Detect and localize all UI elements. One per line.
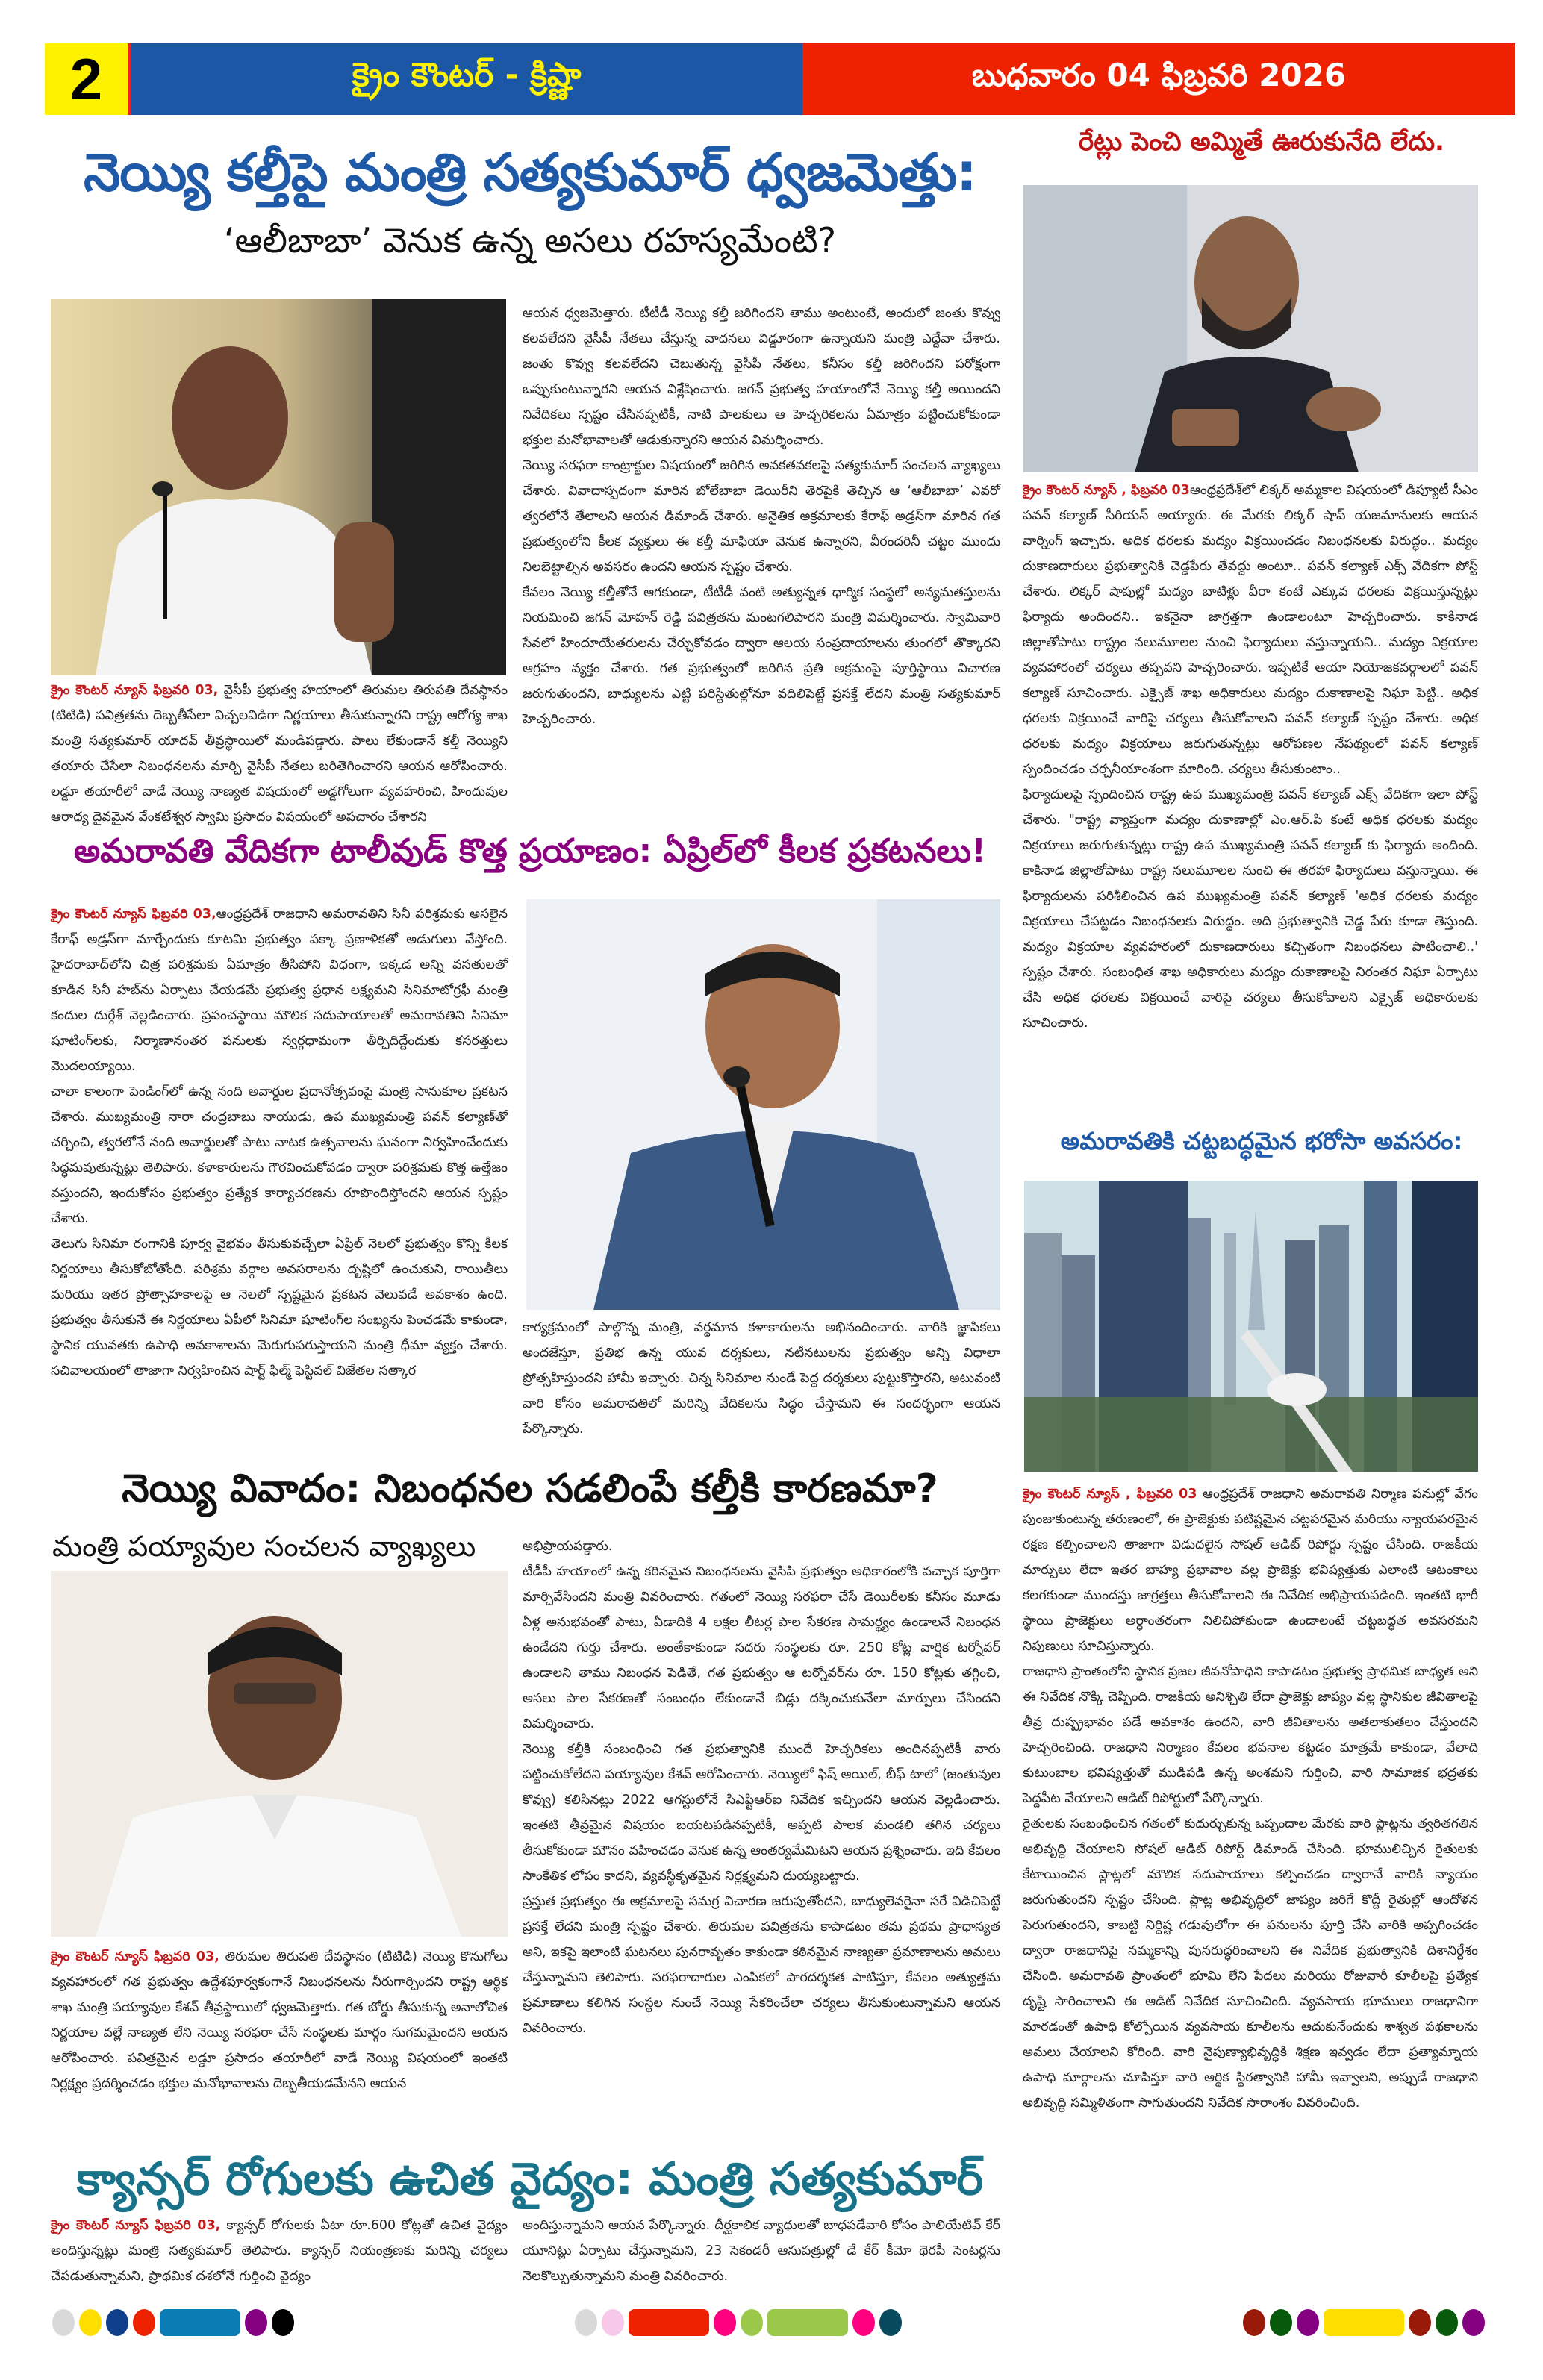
decorative-dot — [52, 2309, 75, 2336]
story2-headline: అమరావతి వేదికగా టాలీవుడ్ కొత్త ప్రయాణం: ఏప్రిల్‌లో కీలక ప్రకటనలు! — [73, 832, 986, 870]
story2-col1 — [51, 902, 508, 1384]
story2-para-1: ఆంధ్రప్రదేశ్ రాజధాని అమరావతిని సినీ పరిశ్రమకు అసలైన కేరాఫ్ అడ్రస్‌గా మార్చేందుకు కూటమి ప్రభుత్వం పక్కా ప్రణాళికతో అడుగులు వేస్తోంది. హైదరాబాద్‌లోని చిత్ర పరిశ్రమకు ఏమాత్రం తీసిపోని విధంగా, ఇక్కడ అన్ని వసతులతో కూడిన సినీ హబ్‌ను ఏర్పాటు చేయడమే ప్రభుత్వ ప్రధాన లక్ష్యమని సినిమాటోగ్రఫీ మంత్రి కందుల దుర్గేశ్ వెల్లడించారు. ప్రపంచస్థాయి మౌలిక సదుపాయాలతో అమరావతిని సినిమా షూటింగ్‌లకు, నిర్మాణానంతర పనులకు స్వర్గధామంగా తీర్చిదిద్దేందుకు కసరత్తులు మొదలయ్యాయి. — [51, 907, 508, 1074]
story3-photo — [51, 1571, 508, 1937]
side2-para-2: రాజధాని ప్రాంతంలోని స్థానిక ప్రజల జీవనోపాధిని కాపాడటం ప్రభుత్వ ప్రాథమిక బాధ్యత అని ఈ నివేదిక నొక్కి చెప్పింది. రాజకీయ అనిశ్చితి లేదా ప్రాజెక్టు జాప్యం వల్ల స్థానికుల జీవితాలపై తీవ్ర దుష్ప్రభావం పడే అవకాశం ఉందని, వారి జీవితాలను అతలాకుతలం చేస్తుందని హెచ్చరించింది. రాజధాని నిర్మాణం కేవలం భవనాల కట్టడం మాత్రమే కాకుండా, వేలాది కుటుంబాల భవిష్యత్తుతో ముడిపడి ఉన్న అంశమని గుర్తించి, వారి సామాజిక భద్రతకు పెద్దపీట వేయాలని ఆడిట్ రిపోర్టులో పేర్కొన్నారు. — [1023, 1664, 1478, 1806]
dateline: క్రైం కౌంటర్ న్యూస్ ఫిబ్రవరి 03, — [51, 2218, 221, 2233]
decorative-dot — [575, 2309, 597, 2336]
story2-para-4: కార్యక్రమంలో పాల్గొన్న మంత్రి, వర్ధమాన కళాకారులను అభినందించారు. వారికి జ్ఞాపికలు అందజేస్తూ, ప్రతిభ ఉన్న యువ దర్శకులు, నటీనటులను ప్రభుత్వం అన్ని విధాలా ప్రోత్సహిస్తుందని హామీ ఇచ్చారు. చిన్న సినిమాల నుండే పెద్ద దర్శకులు పుట్టుకొస్తారని, అటువంటి వారి కోసం అమరావతిలో మరిన్ని వేదికలను సిద్ధం చేస్తామని ఈ సందర్భంగా ఆయన పేర్కొన్నారు. — [523, 1320, 1000, 1437]
story4-col2 — [523, 2213, 1000, 2289]
story2-para-3: తెలుగు సినిమా రంగానికి పూర్వ వైభవం తీసుకువచ్చేలా ఏప్రిల్ నెలలో ప్రభుత్వం కొన్ని కీలక నిర్ణయాలు తీసుకోబోతోంది. పరిశ్రమ వర్గాల అవసరాలను దృష్టిలో ఉంచుకుని, రాయితీలు మరియు ఇతర ప్రోత్సాహకాలపై ఆ నెలలో స్పష్టమైన ప్రకటన వెలువడే అవకాశం ఉంది. ప్రభుత్వం తీసుకునే ఈ నిర్ణయాలు ఏపీలో సినిమా షూటింగ్‌ల సంఖ్యను పెంచడమే కాకుండా, స్థానిక యువతకు ఉపాధి అవకాశాలను మెరుగుపరుస్తాయని మంత్రి ధీమా వ్యక్తం చేశారు. సచివాలయంలో తాజాగా నిర్వహించిన షార్ట్ ఫిల్మ్ ఫెస్టివల్ విజేతల సత్కార — [51, 1237, 508, 1378]
dateline: క్రైం కౌంటర్ న్యూస్ ఫిబ్రవరి 03, — [51, 1949, 219, 1964]
story3-para-5: ప్రస్తుత ప్రభుత్వం ఈ అక్రమాలపై సమగ్ర విచారణ జరుపుతోందని, బాధ్యులెవరైనా సరే విడిచిపెట్టే ప్రసక్తే లేదని మంత్రి స్పష్టం చేశారు. తిరుమల పవిత్రతను కాపాడటం తమ ప్రథమ ప్రాధాన్యత అని, ఇకపై ఇలాంటి ఘటనలు పునరావృతం కాకుండా కఠినమైన నాణ్యతా ప్రమాణాలను అమలు చేస్తున్నామని తెలిపారు. సరఫరాదారుల ఎంపికలో పారదర్శకత పాటిస్తూ, కేవలం అత్యుత్తమ ప్రమాణాలు కలిగిన సంస్థల నుంచే నెయ్యి సేకరించేలా చర్యలు తీసుకుంటున్నామని ఆయన వివరించారు. — [523, 1894, 1000, 2036]
decorative-dot — [1462, 2309, 1485, 2336]
amaravati-city-image — [1024, 1181, 1478, 1472]
side1-para-1: ఆంధ్రప్రదేశ్‌లో లిక్కర్ అమ్మకాల విషయంలో డిప్యూటీ సీఎం పవన్ కల్యాణ్ సీరియస్ అయ్యారు. ఈ మేరకు లిక్కర్ షాప్ యజమానులకు ఆయన వార్నింగ్ ఇచ్చారు. అధిక ధరలకు మద్యం విక్రయించడం నిబంధనలకు విరుద్ధం.. మద్యం దుకాణదారులు ప్రభుత్వానికి చెడ్డపేరు తేవద్దు అంటూ.. పవన్ కల్యాణ్ ఎక్స్ వేదికగా పోస్ట్ చేశారు. లిక్కర్ షాపుల్లో మద్యం బాటిళ్లు వీరా కంటే ఎక్కువ ధరలకు విక్రయిస్తున్నట్లు ఫిర్యాదు అందిందని.. ఇకనైనా జాగ్రత్తగా ఉండాలంటూ హెచ్చరించారు. కాకినాడ జిల్లాతోపాటు రాష్ట్రం నలుమూలల నుంచి ఫిర్యాదులు వస్తున్నాయని.. మద్యం విక్రయాల వ్యవహారంలో చర్యలు తప్పవని హెచ్చరించారు. ఇప్పటికే ఆయా నియోజకవర్గాలలో పవన్ కల్యాణ్ సూచించారు. ఎక్సైజ్ శాఖ అధికారులు మద్యం దుకాణాలపై నిఘా పెట్టి.. అధిక ధరలకు విక్రయించే వారిపై చర్యలు తీసుకోవాలని పవన్ కల్యాణ్ స్పష్టం చేశారు. అధిక ధరలకు మద్యం విక్రయాలు జరుగుతున్నట్లు ఆరోపణల నేపథ్యంలో పవన్ కల్యాణ్ స్పందించడం చర్చనీయాంశంగా మారింది. చర్యలు తీసుకుంటాం.. — [1023, 483, 1478, 777]
decorative-dot — [1243, 2309, 1265, 2336]
story1-col1 — [51, 678, 508, 830]
side2-para-3: రైతులకు సంబంధించిన గతంలో కుదుర్చుకున్న ఒప్పందాల మేరకు వారి ప్లాట్లను త్వరితగతిన అభివృద్ధి చేయాలని సోషల్ ఆడిట్ రిపోర్ట్ డిమాండ్ చేసింది. భూములిచ్చిన రైతులకు కేటాయించిన ప్లాట్లలో మౌలిక సదుపాయాలు కల్పించడం ద్వారానే వారికి న్యాయం జరుగుతుందని స్పష్టం చేసింది. ప్లాట్ల అభివృద్ధిలో జాప్యం జరిగే కొద్దీ రైతుల్లో ఆందోళన పెరుగుతుందని, కాబట్టి నిర్దిష్ట గడువులోగా ఈ పనులను పూర్తి చేసి వారికి అప్పగించడం ద్వారా రాజధానిపై నమ్మకాన్ని పునరుద్ధరించాలని ఈ నివేదిక ప్రభుత్వానికి దిశానిర్దేశం చేసింది. అమరావతి ప్రాంతంలో భూమి లేని పేదలు మరియు రోజువారీ కూలీలపై ప్రత్యేక దృష్టి సారించాలని ఈ ఆడిట్ నివేదిక సూచించింది. వ్యవసాయ భూములు రాజధానిగా మారడంతో ఉపాధి కోల్పోయిన వ్యవసాయ కూలీలను ఆదుకునేందుకు శాశ్వత పథకాలను అమలు చేయాలని కోరింది. వారి నైపుణ్యాభివృద్ధికి శిక్షణ ఇవ్వడం లేదా ప్రత్యామ్నాయ ఉపాధి మార్గాలను చూపిస్తూ వారి ఆర్థిక స్థిరత్వానికి హామీ ఇవ్వాలని, అప్పుడే రాజధాని అభివృద్ధి సమ్మిళితంగా సాగుతుందని నివేదిక సారాంశం వివరించింది. — [1023, 1817, 1478, 2111]
story3-kicker: మంత్రి పయ్యావుల సంచలన వ్యాఖ్యలు — [52, 1530, 476, 1563]
story3-para-3: టీడీపీ హయాంలో ఉన్న కఠినమైన నిబంధనలను వైసిపి ప్రభుత్వం అధికారంలోకి వచ్చాక పూర్తిగా మార్చివేసిందని మంత్రి వివరించారు. గతంలో నెయ్యి సరఫరా చేసే డెయిరీలకు కనీసం మూడు ఏళ్ల అనుభవంతో పాటు, ఏడాదికి 4 లక్షల లీటర్ల పాల సేకరణ సామర్థ్యం ఉండాలనే నిబంధన ఉండేదని గుర్తు చేశారు. అంతేకాకుండా సదరు సంస్థలకు రూ. 250 కోట్ల వార్షిక టర్నోవర్ ఉండాలని తాము నిబంధన పెడితే, గత ప్రభుత్వం ఆ టర్నోవర్‌ను రూ. 150 కోట్లకు తగ్గించి, అసలు పాల సేకరణతో సంబంధం లేకుండానే బిడ్లు దక్కించుకునేలా మార్పులు చేసిందని విమర్శించారు. — [523, 1564, 1000, 1731]
side2-para-1: ఆంధ్రప్రదేశ్ రాజధాని అమరావతి నిర్మాణ పనుల్లో వేగం పుంజుకుంటున్న తరుణంలో, ఈ ప్రాజెక్టుకు పటిష్టమైన చట్టపరమైన మరియు న్యాయపరమైన రక్షణ కల్పించాలని తాజాగా విడుదలైన సోషల్ ఆడిట్ రిపోర్టు స్పష్టం చేసింది. రాజకీయ మార్పులు లేదా ఇతర బాహ్య ప్రభావాల వల్ల ప్రాజెక్టు భవిష్యత్తుకు ఎలాంటి ఆటంకాలు కలగకుండా ముందస్తు జాగ్రత్తలు తీసుకోవాలని ఈ నివేదిక అభిప్రాయపడింది. ఇంతటి భారీ స్థాయి ప్రాజెక్టులు అర్ధాంతరంగా నిలిచిపోకుండా ఉండాలంటే చట్టబద్ధత అవసరమని నిపుణులు సూచిస్తున్నారు. — [1023, 1487, 1478, 1654]
decorative-pill — [767, 2309, 848, 2336]
decorative-dot — [602, 2309, 624, 2336]
side1-headline: రేట్లు పెంచి అమ్మితే ఊరుకునేది లేదు. — [1079, 127, 1444, 157]
side1-body — [1023, 478, 1478, 1036]
story4-headline: క్యాన్సర్ రోగులకు ఉచిత వైద్యం: మంత్రి సత్యకుమార్ — [76, 2153, 984, 2205]
decorative-dot — [106, 2309, 128, 2336]
story4-para-1: క్యాన్సర్ రోగులకు ఏటా రూ.600 కోట్లతో ఉచిత వైద్యం అందిస్తున్నట్లు మంత్రి సత్యకుమార్ తెలిపారు. క్యాన్సర్ నియంత్రణకు మరిన్ని చర్యలు చేపడుతున్నామని, ప్రాథమిక దశలోనే గుర్తించి వైద్యం — [51, 2218, 508, 2284]
footer-dots-left — [52, 2308, 294, 2337]
decorative-dot — [79, 2309, 102, 2336]
side1-photo — [1023, 185, 1478, 472]
story3-headline: నెయ్యి వివాదం: నిబంధనల సడలింపే కల్తీకి కారణమా? — [122, 1467, 938, 1511]
story3-para-4: నెయ్యి కల్తీకి సంబంధించి గత ప్రభుత్వానికి ముందే హెచ్చరికలు అందినప్పటికీ వారు పట్టించుకోలేదని పయ్యావుల కేశవ్ ఆరోపించారు. నెయ్యిలో ఫిష్ ఆయిల్, బీఫ్ టాలో (జంతువుల కొవ్వు) కలిసినట్లు 2022 ఆగస్టులోనే సిఎఫ్టిఆర్ఐ నివేదిక ఇచ్చిందని ఆయన వెల్లడించారు. ఇంతటి తీవ్రమైన విషయం బయటపడినప్పటికీ, అప్పటి పాలక మండలి తగిన చర్యలు తీసుకోకుండా మౌనం వహించడం వెనుక ఉన్న ఆంతర్యమేమిటని ఆయన ప్రశ్నించారు. ఇది కేవలం సాంకేతిక లోపం కాదని, వ్యవస్థీకృతమైన నిర్లక్ష్యమని దుయ్యబట్టారు. — [523, 1742, 1000, 1884]
side2-photo — [1024, 1181, 1478, 1472]
dateline: క్రైం కౌంటర్ న్యూస్ ఫిబ్రవరి 03, — [51, 907, 216, 922]
story1-headline: నెయ్యి కల్తీపై మంత్రి సత్యకుమార్ ధ్వజమెత్తు: — [84, 142, 976, 203]
decorative-dot — [1409, 2309, 1431, 2336]
section-title: క్రైం కౌంటర్ - క్రిష్ణా — [131, 43, 802, 115]
dateline: క్రైం కౌంటర్ న్యూస్ , ఫిబ్రవరి 03 — [1023, 1487, 1197, 1502]
story2-photo — [526, 899, 1000, 1310]
decorative-dot — [879, 2309, 902, 2336]
story1-subheadline: ‘ఆలీబాబా’ వెనుక ఉన్న అసలు రహస్యమేంటి? — [223, 220, 837, 260]
story3-para-1: తిరుమల తిరుపతి దేవస్థానం (టిటిడి) నెయ్యి కొనుగోలు వ్యవహారంలో గత ప్రభుత్వం ఉద్దేశపూర్వకంగానే నిబంధనలను నీరుగార్చిందని రాష్ట్ర ఆర్థిక శాఖ మంత్రి పయ్యావుల కేశవ్ తీవ్రస్థాయిలో ధ్వజమెత్తారు. గత బోర్డు తీసుకున్న అనాలోచిత నిర్ణయాల వల్లే నాణ్యత లేని నెయ్యి సరఫరా చేసే సంస్థలకు మార్గం సుగమమైందని ఆయన ఆరోపించారు. పవిత్రమైన లడ్డూ ప్రసాదం తయారీలో వాడే నెయ్యి విషయంలో ఇంతటి నిర్లక్ష్యం ప్రదర్శించడం భక్తుల మనోభావాలను దెబ్బతీయడమేనని ఆయన — [51, 1949, 508, 2091]
decorative-dot — [1297, 2309, 1319, 2336]
story1-para-2: నెయ్యి సరఫరా కాంట్రాక్టుల విషయంలో జరిగిన అవకతవకలపై సత్యకుమార్ సంచలన వ్యాఖ్యలు చేశారు. వివాదాస్పదంగా మారిన బోలేబాబా డెయిరీని తెరపైకి తెచ్చిన ఆ ‘ఆలీబాబా’ ఎవరో త్వరలోనే తేలాలని ఆయన డిమాండ్ చేశారు. అనైతిక అక్రమాలకు కేరాఫ్ అడ్రస్‌గా మారిన గత ప్రభుత్వంలోని కీలక వ్యక్తులు ఈ కల్తీ మాఫియా వెనుక ఉన్నారని, వీరందరినీ చట్టం ముందు నిలబెట్టాల్సిన అవసరం ఉందని ఆయన స్పష్టం చేశారు. — [523, 458, 1000, 575]
minister-photo — [51, 299, 506, 675]
story1-photo — [51, 299, 506, 675]
story3-para-2: అభిప్రాయపడ్డారు. — [523, 1539, 613, 1554]
story2-para-2: చాలా కాలంగా పెండింగ్‌లో ఉన్న నంది అవార్డుల ప్రదానోత్సవంపై మంత్రి సానుకూల ప్రకటన చేశారు. ముఖ్యమంత్రి నారా చంద్రబాబు నాయుడు, ఉప ముఖ్యమంత్రి పవన్ కల్యాణ్‌తో చర్చించి, త్వరలోనే నంది అవార్డులతో పాటు నాటక ఉత్సవాలను ఘనంగా నిర్వహించేందుకు సిద్ధమవుతున్నట్లు తెలిపారు. కళాకారులను గౌరవించుకోవడం ద్వారా పరిశ్రమకు కొత్త ఉత్తేజం వస్తుందని, ఇందుకోసం ప్రభుత్వం ప్రత్యేక కార్యాచరణను రూపొందిస్తోందని ఆయన స్పష్టం చేశారు. — [51, 1084, 508, 1226]
decorative-dot — [714, 2309, 736, 2336]
side2-headline: అమరావతికి చట్టబద్ధమైన భరోసా అవసరం: — [1060, 1127, 1463, 1155]
story1-body-1: వైసీపీ ప్రభుత్వ హయాంలో తిరుమల తిరుపతి దేవస్థానం (టిటిడి) పవిత్రతను దెబ్బతీసేలా విచ్చలవిడిగా నిర్ణయాలు తీసుకున్నారని రాష్ట్ర ఆరోగ్య శాఖ మంత్రి సత్యకుమార్ యాదవ్ తీవ్రస్థాయిలో మండిపడ్డారు. పాలు లేకుండానే కల్తీ నెయ్యిని తయారు చేసేలా నిబంధనలను మార్చి వైసీపీ నేతలు బరితెగించారని ఆయన ఆరోపించారు. లడ్డూ తయారీలో వాడే నెయ్యి నాణ్యత విషయంలో అడ్డగోలుగా వ్యవహరించి, హిందువుల ఆరాధ్య దైవమైన వేంకటేశ్వర స్వామి ప్రసాదం విషయంలో అపచారం చేశారని — [51, 683, 508, 825]
story4-col1 — [51, 2213, 508, 2289]
dateline: క్రైం కౌంటర్ న్యూస్ ఫిబ్రవరి 03, — [51, 683, 219, 698]
decorative-dot — [133, 2309, 155, 2336]
footer-dots-right — [1243, 2308, 1485, 2337]
issue-date: బుధవారం 04 ఫిబ్రవరి 2026 — [802, 43, 1515, 115]
decorative-dot — [741, 2309, 763, 2336]
decorative-dot — [852, 2309, 875, 2336]
story1-col2 — [523, 301, 1000, 732]
pawan-kalyan-photo — [1023, 185, 1478, 472]
story1-para-3: కేవలం నెయ్యి కల్తీతోనే ఆగకుండా, టీటీడీ వంటి అత్యున్నత ధార్మిక సంస్థలో అన్యమతస్తులను నియమించి జగన్ మోహన్ రెడ్డి పవిత్రతను మంటగలిపారని మంత్రి విమర్శించారు. స్వామివారి సేవలో హిందూయేతరులను చేర్చుకోవడం ద్వారా ఆలయ సంప్రదాయాలను తుంగలో తొక్కారని ఆగ్రహం వ్యక్తం చేశారు. గత ప్రభుత్వంలో జరిగిన ప్రతి అక్రమంపై పూర్తిస్థాయి విచారణ జరుగుతుందని, బాధ్యులను ఎట్టి పరిస్థితుల్లోనూ వదిలిపెట్టే ప్రసక్తే లేదని మంత్రి సత్యకుమార్ హెచ్చరించారు. — [523, 585, 1000, 727]
dateline: క్రైం కౌంటర్ న్యూస్ , ఫిబ్రవరి 03 — [1023, 483, 1190, 498]
decorative-dot — [272, 2309, 294, 2336]
decorative-dot — [1436, 2309, 1458, 2336]
decorative-dot — [1270, 2309, 1292, 2336]
minister-durgesh-photo — [526, 899, 1000, 1310]
decorative-dot — [245, 2309, 267, 2336]
page-number: 2 — [45, 43, 131, 115]
story1-para-1: ఆయన ధ్వజమెత్తారు. టీటీడీ నెయ్యి కల్తీ జరిగిందని తాము అంటుంటే, అందులో జంతు కొవ్వు కలవలేదని వైసీపీ నేతలు చేస్తున్న వాదనలు విడ్డూరంగా ఉన్నాయని మంత్రి ఎద్దేవా చేశారు. జంతు కొవ్వు కలవలేదని చెబుతున్న వైసీపీ నేతలు, కనీసం కల్తీ జరిగిందని పరోక్షంగా ఒప్పుకుంటున్నారని ఆయన విశ్లేషించారు. జగన్ ప్రభుత్వ హయాంలోనే నెయ్యి కల్తీ అయిందని నివేదికలు స్పష్టం చేసినప్పటికీ, నాటి పాలకులు ఆ హెచ్చరికలను ఏమాత్రం పట్టించుకోకుండా భక్తుల మనోభావాలతో ఆడుకున్నారని ఆయన విమర్శించారు. — [523, 306, 1000, 448]
story4-para-2: అందిస్తున్నామని ఆయన పేర్కొన్నారు. దీర్ఘకాలిక వ్యాధులతో బాధపడేవారి కోసం పాలియేటివ్ కేర్ యూనిట్లు ఏర్పాటు చేస్తున్నామని, 23 సెకండరీ ఆసుపత్రుల్లో డే కేర్ కీమో థెరపీ సెంటర్లను నెలకొల్పుతున్నామని మంత్రి వివరించారు. — [523, 2218, 1000, 2284]
minister-payyavula-photo — [51, 1571, 508, 1937]
story3-col2 — [523, 1534, 1000, 2041]
story2-col2 — [523, 1315, 1000, 1442]
story3-col1 — [51, 1944, 508, 2096]
footer-dots-center — [575, 2308, 902, 2337]
decorative-pill — [1324, 2309, 1404, 2336]
decorative-pill — [160, 2309, 240, 2336]
decorative-pill — [629, 2309, 709, 2336]
side1-para-2: ఫిర్యాదులపై స్పందించిన రాష్ట్ర ఉప ముఖ్యమంత్రి పవన్ కల్యాణ్ ఎక్స్ వేదికగా ఇలా పోస్ట్ చేశారు. "రాష్ట్ర వ్యాప్తంగా మద్యం దుకాణాల్లో ఎం.ఆర్.పి కంటే అధిక ధరలకు మద్యం విక్రయాలు జరుగుతున్నట్లు రాష్ట్ర ఉప ముఖ్యమంత్రి పవన్ కల్యాణ్ కు ఫిర్యాదు అందింది. కాకినాడ జిల్లాతోపాటు రాష్ట్ర నలుమూలల నుంచి ఈ తరహా ఫిర్యాదులు వస్తున్నాయి. ఈ ఫిర్యాదులను పరిశీలించిన ఉప ముఖ్యమంత్రి పవన్ కల్యాణ్ 'అధిక ధరలకు మద్యం విక్రయాలు చేపట్టడం నిబంధనలకు విరుద్ధం. అది ప్రభుత్వానికి చెడ్డ పేరు కూడా తెస్తుంది. మద్యం విక్రయాల వ్యవహారంలో దుకాణదారులు కచ్చితంగా నిబంధనలు పాటించాలి..' స్పష్టం చేశారు. సంబంధిత శాఖ అధికారులు మద్యం దుకాణాలపై నిరంతర నిఘా ఏర్పాటు చేసి అధిక ధరలకు విక్రయించే వారిపై చర్యలు తీసుకోవాలని ఎక్సైజ్ అధికారులకు సూచించారు. — [1023, 787, 1478, 1031]
side2-body — [1023, 1481, 1478, 2116]
